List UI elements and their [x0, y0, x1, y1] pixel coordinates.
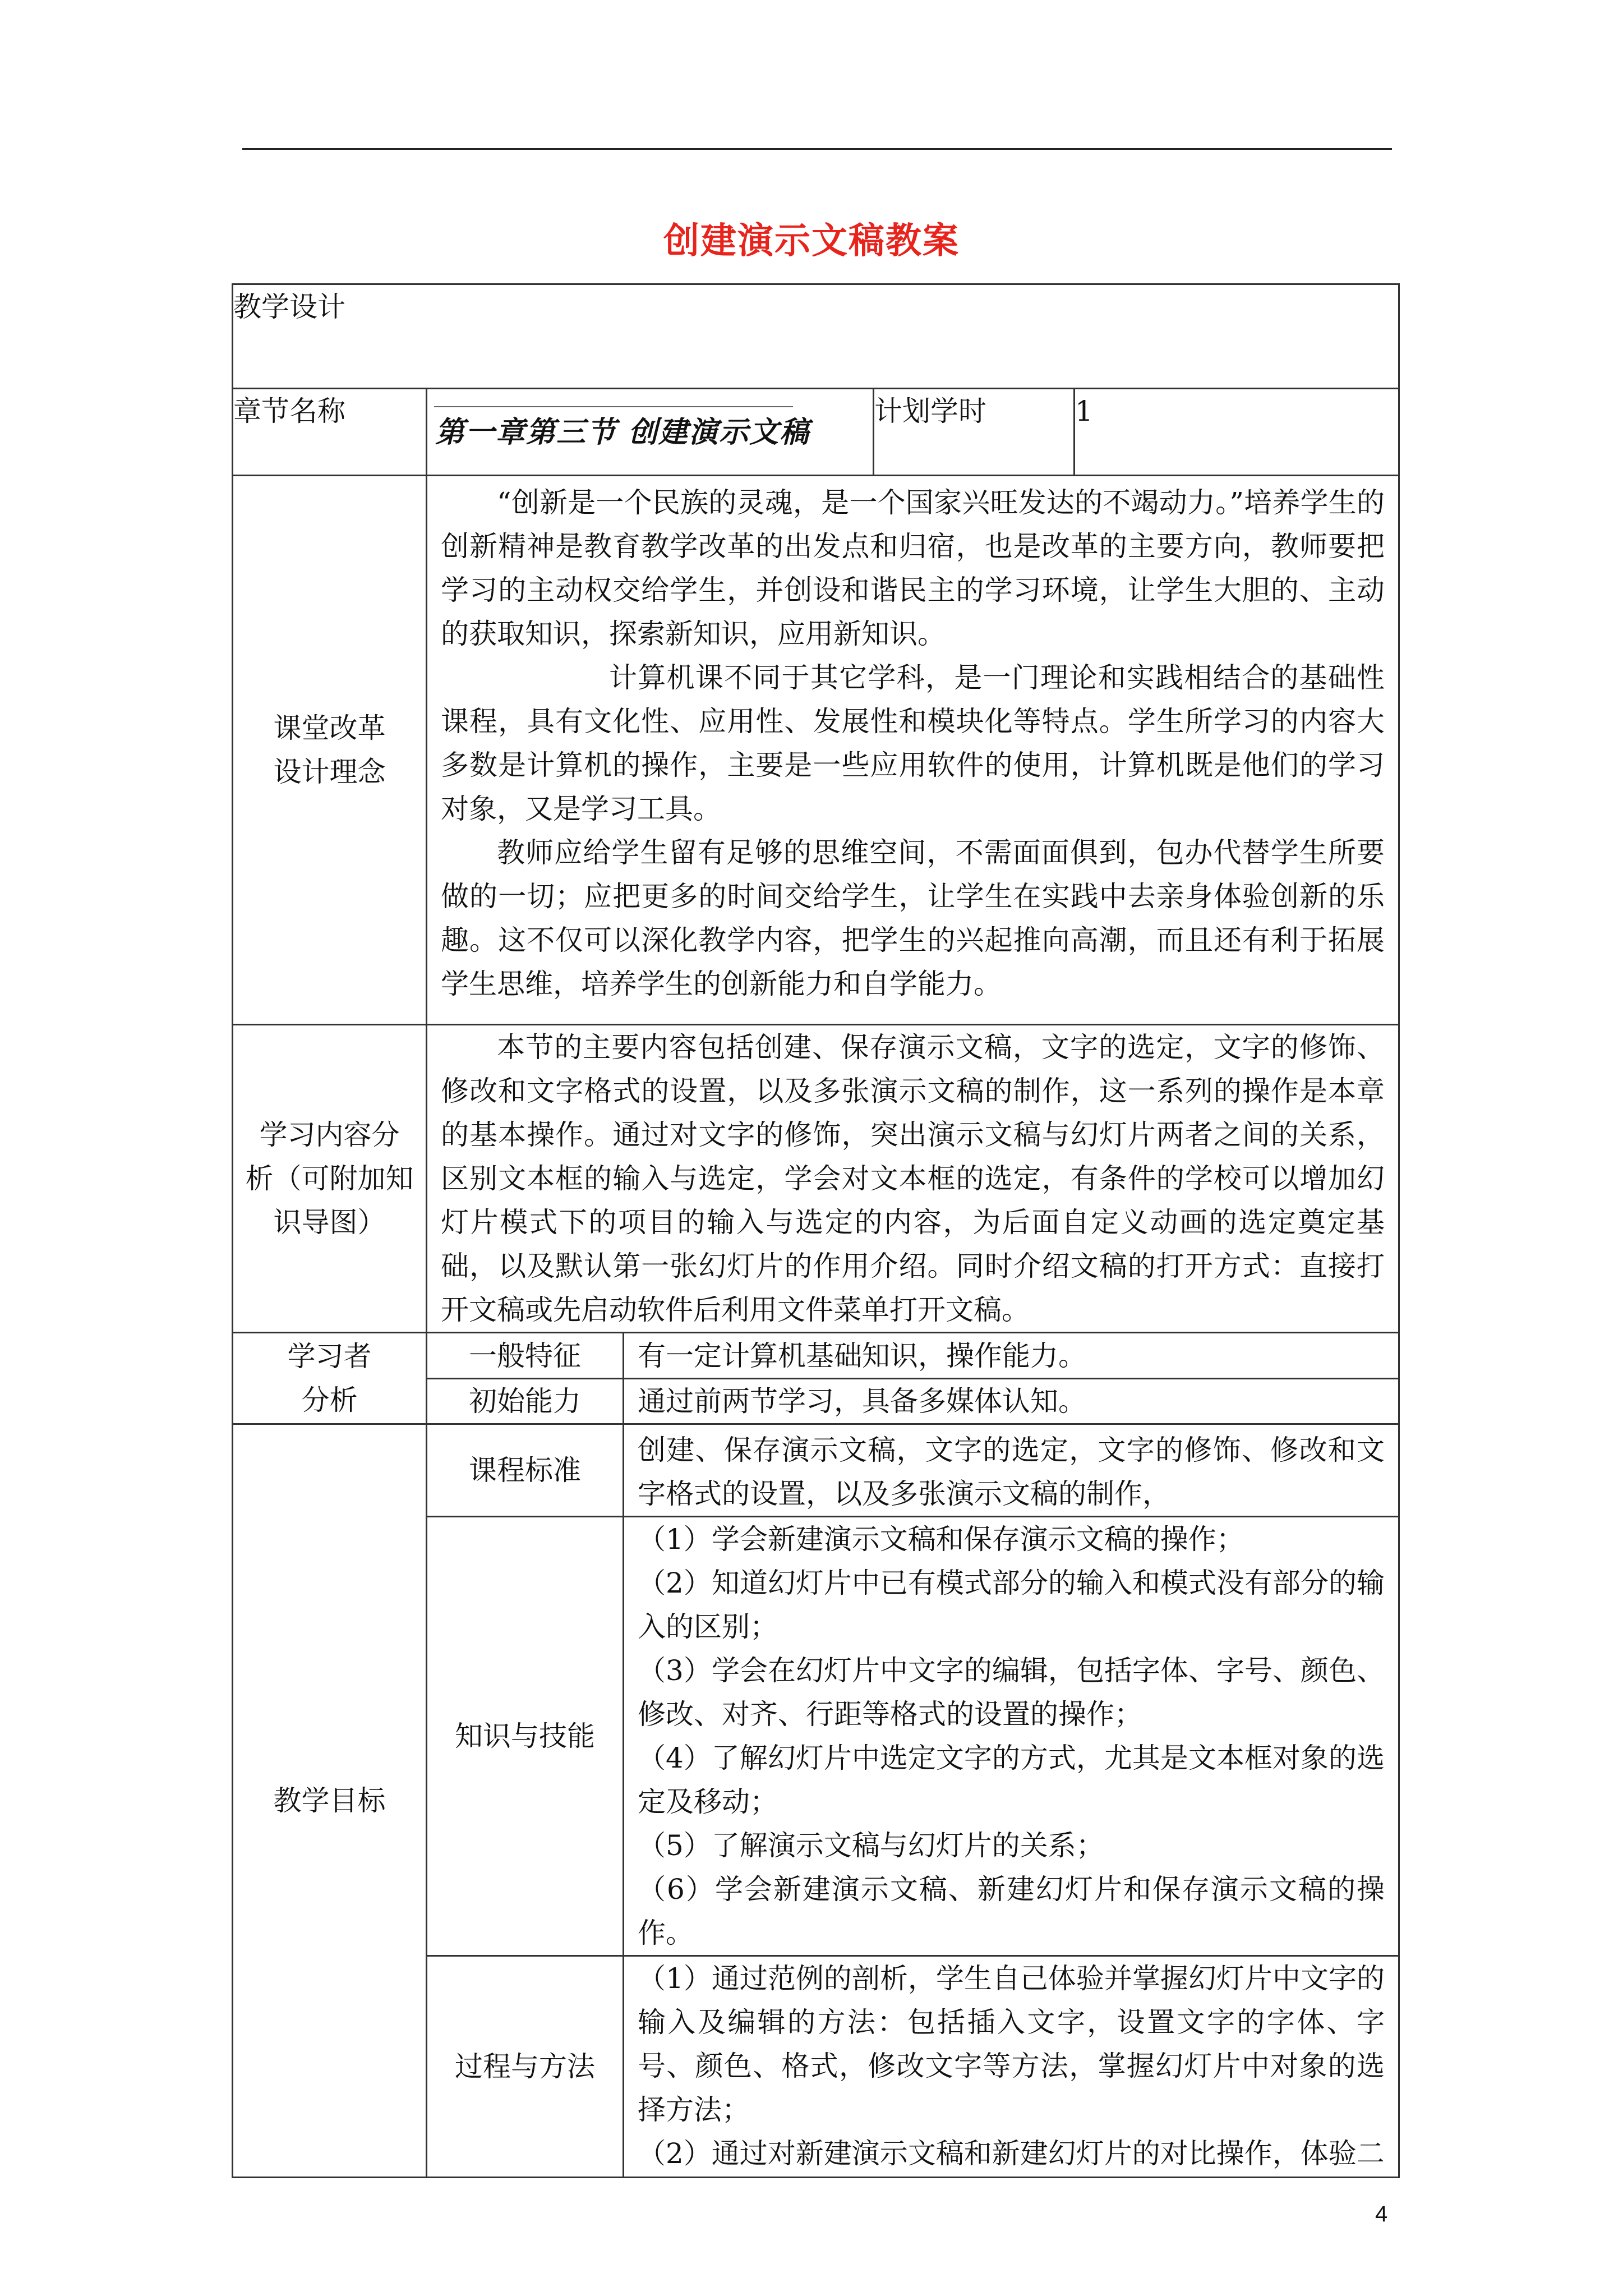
hours-value-cell [1075, 389, 1399, 476]
hours-value: 1 [1075, 395, 1093, 427]
reform-paragraph: 教师应给学生留有足够的思维空间，不需面面俱到，包办代替学生所要做的一切；应把更多的时间交给学生，让学生在实践中去亲身体验创新的乐趣。这不仅可以深化教学内容，把学生的兴起推向高潮，而且还有利于拓展学生思维，培养学生的创新能力和自学能力。 [441, 836, 1385, 1000]
hours-label: 计划学时 [874, 395, 986, 427]
general-value-cell [624, 1333, 1399, 1379]
skills-label-cell [427, 1517, 624, 1956]
content-label-line1: 学习内容分 [259, 1119, 400, 1151]
table-row [233, 1025, 1399, 1333]
standard-label-cell [427, 1424, 624, 1517]
reform-paragraph: 计算机课不同于其它学科，是一门理论和实践相结合的基础性课程，具有文化性、应用性、发展性和模块化等特点。学生所学习的内容大多数是计算机的操作，主要是一些应用软件的使用，计算机既是他们的学习对象，又是学习工具。 [441, 661, 1385, 825]
chapter-value-cell [427, 389, 874, 476]
list-item: （4）了解幻灯片中选定文字的方式，尤其是文本框对象的选定及移动； [638, 1742, 1385, 1818]
general-label-cell [427, 1333, 624, 1379]
section-heading-cell [233, 284, 1399, 389]
chapter-label-cell [233, 389, 427, 476]
table-row [233, 1424, 1399, 1517]
table-row [233, 476, 1399, 1025]
content-label-cell [233, 1025, 427, 1333]
initial-label: 初始能力 [469, 1385, 581, 1418]
table-row [233, 1333, 1399, 1379]
table-row [233, 389, 1399, 476]
list-item: （6）学会新建演示文稿、新建幻灯片和保存演示文稿的操作。 [638, 1873, 1385, 1949]
content-label-line2: 析（可附加知 [245, 1162, 414, 1195]
process-list [638, 1957, 1385, 2175]
page-title: 创建演示文稿教案 [663, 220, 960, 262]
reform-label-line1: 课堂改革 [273, 712, 386, 744]
initial-value-cell [624, 1379, 1399, 1424]
initial-value: 通过前两节学习，具备多媒体认知。 [638, 1385, 1086, 1418]
reform-paragraph: “创新是一个民族的灵魂，是一个国家兴旺发达的不竭动力。”培养学生的创新精神是教育教学改革的出发点和归宿，也是改革的主要方向，教师要把学习的主动权交给学生，并创设和谐民主的学习环境，让学生大胆的、主动的获取知识，探索新知识，应用新知识。 [441, 486, 1385, 650]
list-item: （2）通过对新建演示文稿和新建幻灯片的对比操作，体验二 [638, 2137, 1385, 2170]
page-number: 4 [1375, 2202, 1388, 2226]
list-item: （5）了解演示文稿与幻灯片的关系； [638, 1829, 1104, 1862]
chapter-label: 章节名称 [233, 395, 345, 427]
reform-label-line2: 设计理念 [273, 756, 386, 788]
goals-label: 教学目标 [273, 1784, 386, 1817]
general-value: 有一定计算机基础知识，操作能力。 [638, 1339, 1086, 1372]
content-text-cell [427, 1025, 1399, 1333]
process-value-cell [624, 1956, 1399, 2178]
skills-list [638, 1517, 1385, 1955]
standard-value: 创建、保存演示文稿，文字的选定，文字的修饰、修改和文字格式的设置，以及多张演示文稿的制作， [638, 1434, 1385, 1510]
general-label: 一般特征 [469, 1339, 581, 1372]
list-item: （3）学会在幻灯片中文字的编辑，包括字体、字号、颜色、修改、对齐、行距等格式的设置的操作； [638, 1654, 1385, 1731]
chapter-value: 第一章第三节 创建演示文稿 [435, 415, 810, 449]
strip-rule [434, 406, 793, 407]
content-analysis-text: 本节的主要内容包括创建、保存演示文稿，文字的选定，文字的修饰、修改和文字格式的设置，以及多张演示文稿的制作，这一系列的操作是本章的基本操作。通过对文字的修饰，突出演示文稿与幻灯片两者之间的关系，区别文本框的输入与选定，学会对文本框的选定，有条件的学校可以增加幻灯片模式下的项目的输入与选定的内容，为后面自定义动画的选定奠定基础，以及默认第一张幻灯片的作用介绍。同时介绍文稿的打开方式：直接打开文稿或先启动软件后利用文件菜单打开文稿。 [441, 1031, 1385, 1326]
process-label: 过程与方法 [455, 2050, 595, 2083]
list-item: （1）学会新建演示文稿和保存演示文稿的操作； [638, 1523, 1244, 1556]
hours-label-cell [874, 389, 1075, 476]
learner-label-line2: 分析 [301, 1384, 358, 1416]
table-row [233, 284, 1399, 389]
learner-label-line1: 学习者 [287, 1340, 372, 1373]
content-label-line3: 识导图） [273, 1206, 386, 1239]
reform-label-cell [233, 476, 427, 1025]
learner-label-cell [233, 1333, 427, 1424]
initial-label-cell [427, 1379, 624, 1424]
list-item: （1）通过范例的剖析，学生自己体验并掌握幻灯片中文字的输入及编辑的方法：包括插入文字，设置文字的字体、字号、颜色、格式，修改文字等方法，掌握幻灯片中对象的选择方法； [638, 1962, 1385, 2126]
standard-label: 课程标准 [469, 1454, 581, 1487]
skills-value-cell [624, 1517, 1399, 1956]
reform-text-cell [427, 476, 1399, 1025]
header-rule [242, 148, 1392, 150]
chapter-strip [427, 389, 873, 468]
standard-value-cell [624, 1424, 1399, 1517]
list-item: （2）知道幻灯片中已有模式部分的输入和模式没有部分的输入的区别； [638, 1567, 1385, 1643]
goals-label-cell [233, 1424, 427, 2178]
process-label-cell [427, 1956, 624, 2178]
lesson-plan-table [232, 283, 1400, 2178]
section-heading: 教学设计 [233, 291, 345, 323]
skills-label: 知识与技能 [455, 1720, 595, 1752]
